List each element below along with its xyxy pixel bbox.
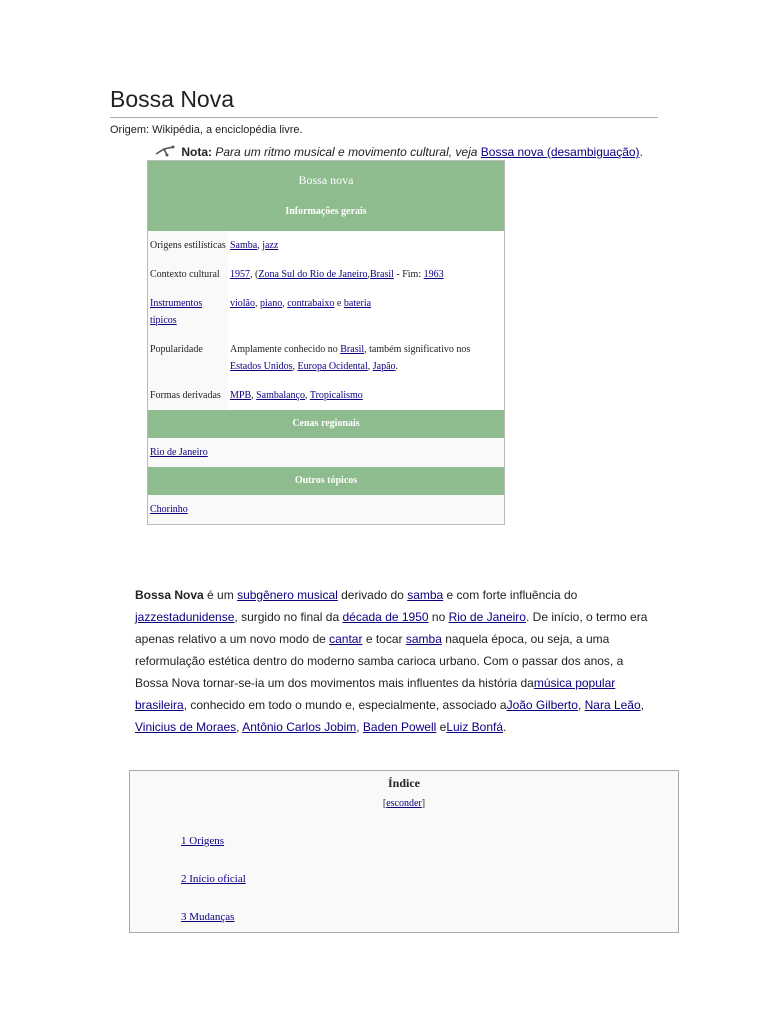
infobox-section-cenas: Cenas regionais (148, 410, 504, 438)
infobox-title: Bossa nova (148, 161, 504, 199)
link-rio-de-janeiro[interactable]: Rio de Janeiro (150, 447, 208, 458)
link-subgenero-musical[interactable]: subgênero musical (237, 588, 338, 602)
text: naquela época, ou seja, a uma reformulação estética dentro do moderno samba carioca urbano. Com o passar dos anos, a Bossa Nova tornar-se-ia um dos movimentos mais influentes da história da (135, 632, 624, 690)
link-1963[interactable]: 1963 (423, 269, 444, 280)
link-decada-de-1950[interactable]: década de 1950 (342, 610, 429, 624)
link-jazz-estadunidense[interactable]: jazzestadunidense (135, 610, 235, 624)
text: . (503, 720, 507, 734)
sep: , (257, 240, 263, 251)
bracket: ] (421, 798, 426, 809)
sep: - Fim: (393, 269, 424, 280)
link-samba[interactable]: Samba (230, 240, 258, 251)
page-title: Bossa Nova (110, 86, 658, 118)
link-zona-sul[interactable]: Zona Sul do Rio de Janeiro (258, 269, 368, 280)
infobox-key: Popularidade (150, 344, 203, 355)
infobox-value (228, 231, 504, 260)
toc-hide-link[interactable]: esconder (386, 798, 422, 809)
infobox-section-outros: Outros tópicos (148, 467, 504, 495)
toc-title: Índice (387, 776, 420, 790)
link-chorinho[interactable]: Chorinho (150, 504, 188, 515)
link-vinicius-de-moraes[interactable]: Vinicius de Moraes (135, 720, 237, 734)
infobox-value (228, 289, 504, 335)
infobox (147, 160, 505, 525)
link-luiz-bonfa[interactable]: Luiz Bonfá (446, 720, 504, 734)
sep: e (334, 298, 344, 309)
intro-paragraph (135, 584, 655, 738)
infobox-subtitle: Informações gerais (148, 199, 504, 231)
page-origin: Origem: Wikipédia, a enciclopédia livre. (110, 124, 303, 136)
infobox-row-origens (148, 231, 504, 260)
infobox-key: Contexto cultural (150, 269, 220, 280)
link-1957[interactable]: 1957 (230, 269, 250, 280)
link-jazz[interactable]: jazz (262, 240, 279, 251)
text: , (356, 720, 363, 734)
link-violao[interactable]: violão (230, 298, 255, 309)
link-samba[interactable]: samba (407, 588, 444, 602)
link-contrabaixo[interactable]: contrabaixo (287, 298, 335, 309)
link-rio-de-janeiro[interactable]: Rio de Janeiro (448, 610, 526, 624)
toc-item-origens[interactable]: 1 Origens (181, 835, 225, 847)
infobox-value (228, 260, 504, 289)
link-sambalanco[interactable]: Sambalanço (256, 390, 305, 401)
link-nara-leao[interactable]: Nara Leão (584, 698, 641, 712)
sep: , (255, 298, 260, 309)
infobox-cenas-value (148, 438, 504, 467)
link-europa-ocidental[interactable]: Europa Ocidental (297, 361, 368, 372)
link-piano[interactable]: piano (260, 298, 283, 309)
intro-bold-term: Bossa Nova (135, 588, 204, 602)
link-bateria[interactable]: bateria (343, 298, 372, 309)
link-samba[interactable]: samba (405, 632, 442, 646)
link-japao[interactable]: Japão (372, 361, 396, 372)
link-baden-powell[interactable]: Baden Powell (362, 720, 437, 734)
infobox-row-popularidade (148, 335, 504, 381)
toc-item-mudancas[interactable]: 3 Mudanças (181, 911, 235, 923)
link-brasil[interactable]: Brasil (340, 344, 365, 355)
sep: , (367, 361, 373, 372)
link-antonio-carlos-jobim[interactable]: Antônio Carlos Jobim (242, 720, 357, 734)
text: e com forte influência do (443, 588, 578, 602)
infobox-key-link (148, 289, 228, 335)
toc-item-inicio-oficial[interactable]: 2 Início oficial (181, 873, 246, 885)
infobox-outros-value (148, 495, 504, 524)
sep: , (367, 269, 370, 280)
sep: , (251, 390, 257, 401)
infobox-key: Formas derivadas (150, 390, 221, 401)
infobox-value (228, 335, 504, 381)
link-mpb[interactable]: MPB (230, 390, 252, 401)
text: , (236, 720, 243, 734)
infobox-key: Origens estilísticas (150, 240, 226, 251)
infobox-row-contexto (148, 260, 504, 289)
infobox-value (228, 381, 504, 410)
link-instrumentos-tipicos[interactable]: Instrumentos típicos (150, 298, 203, 326)
text: , (577, 698, 585, 712)
toc-toggle (130, 798, 678, 809)
text: , (640, 698, 644, 712)
note-disambiguation-link[interactable]: Bossa nova (desambiguação) (480, 145, 640, 159)
note-text: Para um ritmo musical e movimento cultural, veja (215, 145, 478, 159)
sep: , (292, 361, 298, 372)
link-tropicalismo[interactable]: Tropicalismo (309, 390, 363, 401)
disambiguation-note (155, 145, 643, 159)
link-estados-unidos[interactable]: Estados Unidos (230, 361, 293, 372)
text: no (428, 610, 449, 624)
disambiguation-icon (155, 145, 175, 157)
sep: , (282, 298, 288, 309)
sep: . (395, 361, 399, 372)
sep: , (305, 390, 310, 401)
text: é um (203, 588, 238, 602)
infobox-row-formas (148, 381, 504, 410)
link-brasil[interactable]: Brasil (370, 269, 394, 280)
table-of-contents (129, 770, 679, 933)
note-label: Nota: (181, 145, 213, 159)
text: , surgido no final da (234, 610, 343, 624)
link-joao-gilberto[interactable]: João Gilberto (506, 698, 578, 712)
link-cantar[interactable]: cantar (329, 632, 363, 646)
text: Amplamente conhecido no (230, 344, 341, 355)
text: . De início, o termo era apenas relativo a um novo modo de (135, 610, 648, 646)
text: derivado do (337, 588, 408, 602)
text: e tocar (362, 632, 406, 646)
infobox-row-instrumentos (148, 289, 504, 335)
text: , conhecido em todo o mundo e, especialmente, associado a (183, 698, 507, 712)
text: e (436, 720, 447, 734)
sep: , ( (250, 269, 259, 280)
text: , também significativo nos (364, 344, 471, 355)
note-end: . (639, 145, 643, 159)
bracket: [ (382, 798, 387, 809)
link-musica-popular-brasileira[interactable]: música popular brasileira (135, 676, 616, 712)
